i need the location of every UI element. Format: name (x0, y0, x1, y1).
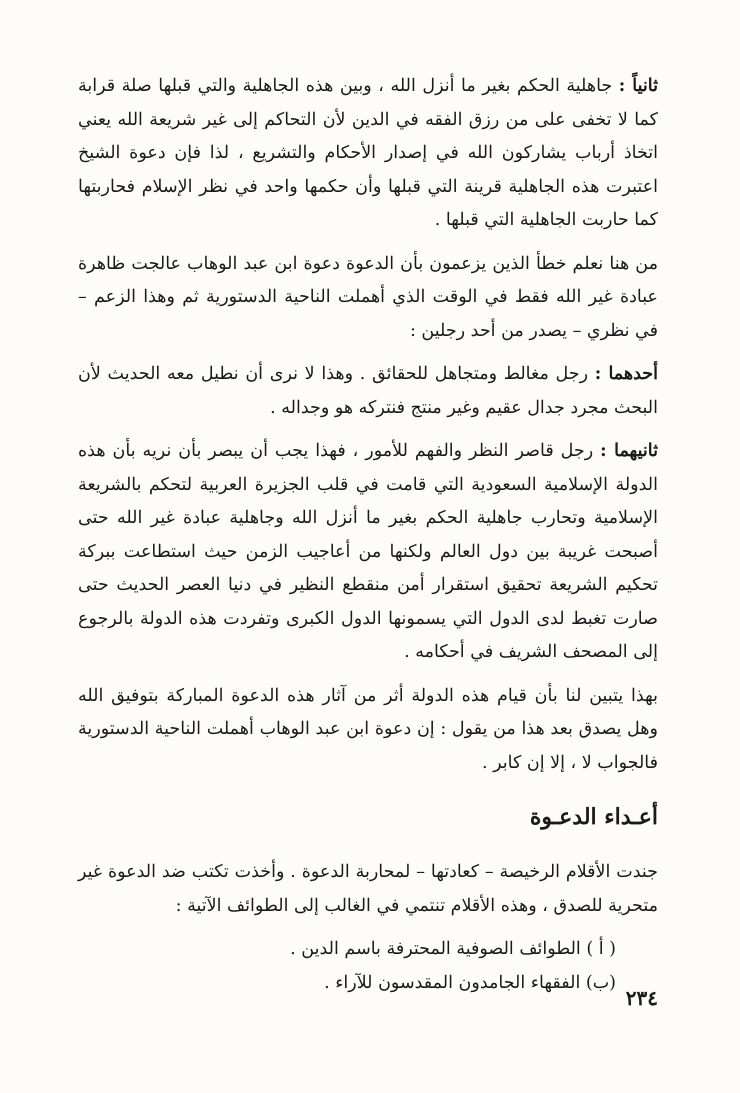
paragraph-1 (78, 70, 658, 238)
paragraph-1-text: جاهلية الحكم بغير ما أنزل الله ، وبين هذه الجاهلية والتي قبلها صلة قرابة كما لا تخفى على من رزق الفقه في الدين لأن التحاكم إلى غير شريعة الله يعني اتخاذ أرباب يشاركون الله في إصدار الأحكام والتشريع ، لذا فإن دعوة الشيخ اعتبرت هذه الجاهلية قرينة التي قبلها وأن حكمها واحد في نظر الإسلام فحاربتها كما حاربت الجاهلية التي قبلها . (78, 76, 658, 230)
list-item: (ب) الفقهاء الجامدون المقدسون للآراء . (324, 972, 616, 993)
list-item: ( أ ) الطوائف الصوفية المحترفة باسم الدين . (290, 939, 616, 959)
paragraph-4-text: رجل قاصر النظر والفهم للأمور ، فهذا يجب أن يبصر بأن نريه بأن هذه الدولة الإسلامية السعودية التي قامت في قلب الجزيرة العربية لتحكم بالشريعة الإسلامية وتحارب جاهلية الحكم بغير ما أنزل الله وجاهلية عبادة غير الله حتى أصبحت غريبة بين دول العالم ولكنها من أعاجيب الزمن حيث استطاعت ببركة تحكيم الشريعة تحقيق استقرار أمن منقطع النظير في دنيا العصر الحديث حتى صارت تغبط لدى الدول التي يسمونها الدول الكبرى وتفردت هذه الدولة بالرجوع إلى المصحف الشريف في أحكامه . (78, 441, 658, 662)
paragraph-3-lead: أحدهما : (594, 364, 658, 384)
paragraph-3-text: رجل مغالط ومتجاهل للحقائق . وهذا لا نرى أن نطيل معه الحديث لأن البحث مجرد جدال عقيم وغير منتج فنتركه هو وجداله . (78, 364, 658, 418)
paragraph-3 (78, 358, 658, 425)
paragraph-5-text: بهذا يتبين لنا بأن قيام هذه الدولة أثر من آثار هذه الدعوة المباركة بتوفيق الله وهل يصدق بعد هذا من يقول : إن دعوة ابن عبد الوهاب أهملت الناحية الدستورية فالجواب لا ، إلا إن كابر . (78, 685, 658, 773)
paragraph-4-lead: ثانيهما : (600, 441, 658, 461)
page-number: ٢٣٤ (625, 986, 658, 1010)
section-heading: أعـداء الدعـوة (529, 804, 658, 830)
paragraph-1-lead: ثانياً : (618, 76, 658, 96)
paragraph-2-text: من هنا نعلم خطأ الذين يزعمون بأن الدعوة دعوة ابن عبد الوهاب عالجت ظاهرة عبادة غير الله فقط في الوقت الذي أهملت الناحية الدستورية ثم وهذا الزعم – في نظري – يصدر من أحد رجلين : (78, 253, 658, 341)
closing-paragraph: جندت الأقلام الرخيصة – كعادتها – لمحاربة الدعوة . وأخذت تكتب ضد الدعوة غير متحرية للصدق ، وهذه الأقلام تنتمي في الغالب إلى الطوائف الآتية : (78, 862, 658, 916)
page-body (78, 70, 658, 1000)
paragraph-5 (78, 680, 658, 781)
paragraph-4 (78, 435, 658, 670)
paragraph-2 (78, 248, 658, 349)
